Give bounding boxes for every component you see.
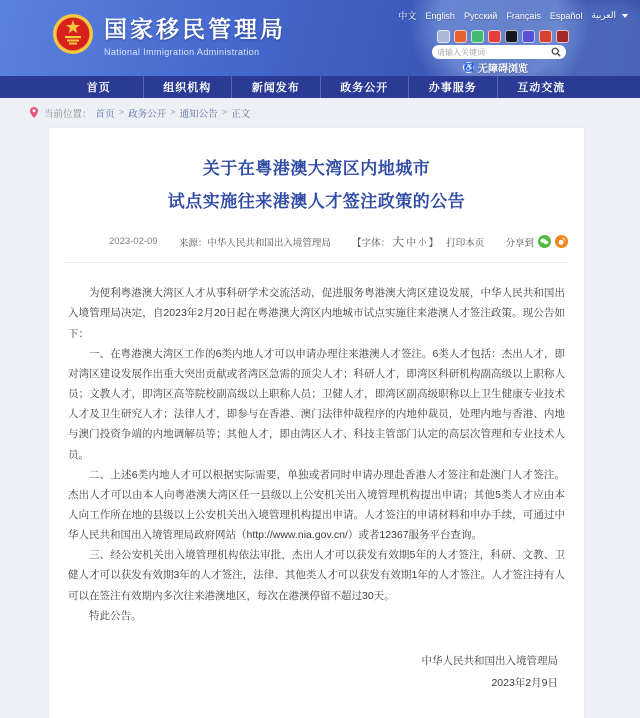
nav-item-interaction[interactable]: 互动交流 [497,76,586,98]
breadcrumb-current: 正文 [231,108,251,120]
publish-date: 2023-02-09 [109,236,158,248]
paragraph-section-1: 一、在粤港澳大湾区工作的6类内地人才可以申请办理往来港澳人才签注。6类人才包括：杰出人才，即对湾区建设发展作出重大突出贡献或者湾区急需的顶尖人才；科研人才，即湾区科研机构副高级以上职称人员；文教人才，即湾区高等院校副高级以上职称人员；卫健人才，即湾区副高级职称以上卫生健康专业技术人才及卫生研究人才；法律人才，即参与在香港、澳门法律仲裁程序的内地仲裁员，处理内地与香港、内地与澳门投资争端的内地调解员等；其他人才，即由湾区人才、科技主管部门认定的高层次管理和专业技术人员。 [68,347,565,461]
social-media-icon[interactable] [488,30,501,43]
nav-item-organization[interactable]: 组织机构 [143,76,232,98]
logo-text [104,11,286,57]
font-size-small-button[interactable]: 小 [418,236,427,247]
accessibility-label: 无障碍浏览 [478,64,528,75]
nav-item-services[interactable]: 办事服务 [408,76,497,98]
lang-en[interactable]: English [425,10,455,21]
signature-block [49,650,584,694]
breadcrumb-separator: > [221,107,228,118]
article-body [49,263,584,626]
paragraph-section-2: 二、上述6类内地人才可以根据实际需要，单独或者同时申请办理赴香港人才签注和赴澳门人才签注。杰出人才可以由本人向粤港澳大湾区任一县级以上公安机关出入境管理机构提出申请；其他5类人才应由本人向工作所在地的县级以上公安机关出入境管理机构提出申请。人才签注的申请材料和申办手续，可通过中华人民共和国出入境管理局政府网站（http://www.nia.gov.cn/）或者12367服务平台查询。 [68,468,565,542]
signature-name: 中华人民共和国出入境管理局 [421,654,558,667]
social-media-icon[interactable] [556,30,569,43]
social-media-icon[interactable] [539,30,552,43]
breadcrumb [0,98,640,127]
site-logo[interactable] [52,11,286,57]
site-banner [0,0,640,76]
lang-ru[interactable]: Русский [463,10,498,21]
lang-ar[interactable]: العربية [591,10,616,20]
social-media-icon[interactable] [505,30,518,43]
breadcrumb-notices[interactable]: 通知公告 [179,108,218,120]
chevron-down-icon[interactable] [622,14,628,18]
social-media-icon[interactable] [437,30,450,43]
nav-item-news[interactable]: 新闻发布 [231,76,320,98]
wechat-share-icon[interactable] [538,235,551,248]
share-tools [505,235,568,249]
article-card [48,127,585,718]
breadcrumb-gov-affairs[interactable]: 政务公开 [128,108,167,120]
national-emblem-icon [52,13,94,55]
page-title [49,152,584,218]
font-size-tools [352,233,484,250]
source-label: 来源：中华人民共和国出入境管理局 [178,237,331,249]
weibo-share-icon[interactable] [555,235,568,248]
paragraph-closing: 特此公告。 [89,609,142,622]
social-media-icon[interactable] [471,30,484,43]
site-subtitle: National Immigration Administration [104,47,260,57]
nav-item-home[interactable]: 首页 [86,82,111,94]
font-size-suffix: 】 [428,237,439,249]
paragraph-intro: 为便利粤港澳大湾区人才从事科研学术交流活动，促进服务粤港澳大湾区建设发展，中华人民共和国出入境管理局决定，自2023年2月20日起在粤港澳大湾区内地城市试点实施往来港澳人才签注政策。现公告如下： [68,287,565,340]
font-size-prefix: 【字体： [352,237,391,249]
search-input[interactable] [437,48,551,57]
font-size-large-button[interactable]: 大 [392,235,405,250]
title-line-1: 关于在粤港澳大湾区内地城市 [202,159,431,178]
signature-date: 2023年2月9日 [491,676,558,689]
language-switcher [398,9,628,22]
search-icon[interactable] [551,47,561,57]
lang-zh[interactable]: 中文 [398,11,417,21]
social-media-bar [437,30,569,43]
breadcrumb-separator: > [118,107,125,118]
location-pin-icon [30,107,38,118]
accessibility-icon: ♿ [464,63,474,72]
lang-fr[interactable]: Français [506,10,541,21]
breadcrumb-label: 当前位置： [44,108,92,120]
paragraph-section-3: 三、经公安机关出入境管理机构依法审批，杰出人才可以获发有效期5年的人才签注，科研、文教、卫健人才可以获发有效期3年的人才签注，法律、其他类人才可以获发有效期1年的人才签注。人才签注持有人可以在签注有效期内多次往来港澳地区，每次在港澳停留不超过30天。 [68,549,565,602]
share-label: 分享到 [505,237,534,249]
social-media-icon[interactable] [454,30,467,43]
lang-es[interactable]: Español [549,10,583,21]
accessibility-link[interactable] [463,60,528,75]
title-line-2: 试点实施往来港澳人才签注政策的公告 [167,192,466,212]
font-size-medium-button[interactable]: 中 [406,238,417,250]
breadcrumb-separator: > [170,107,176,118]
social-media-icon[interactable] [522,30,535,43]
breadcrumb-home[interactable]: 首页 [95,108,115,120]
print-button[interactable]: 打印本页 [446,237,485,249]
site-search [432,45,566,59]
nav-item-gov-affairs[interactable]: 政务公开 [320,76,409,98]
article-meta [49,233,584,250]
site-title: 国家移民管理局 [104,16,286,42]
main-nav [0,76,640,98]
